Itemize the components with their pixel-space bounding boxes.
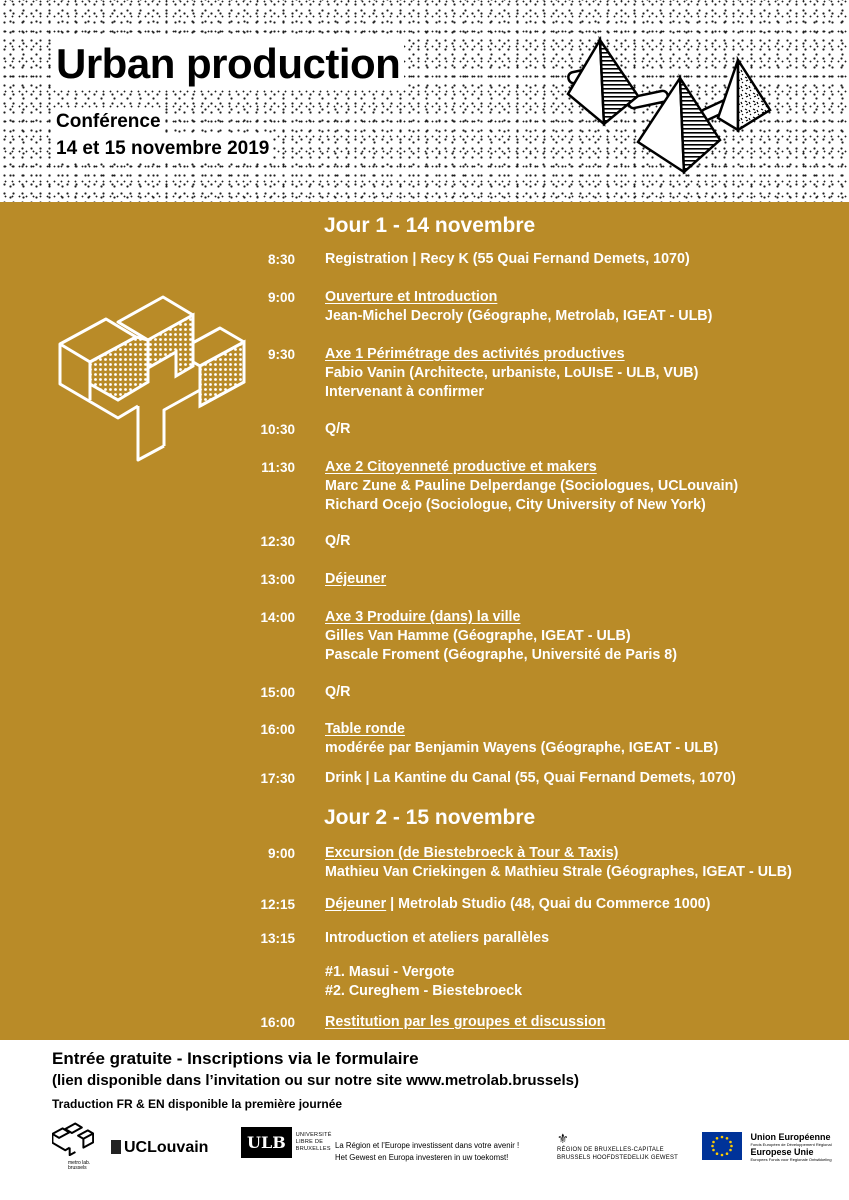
subtitle (52, 108, 273, 162)
session-speaker: modérée par Benjamin Wayens (Géographe, IGEAT - ULB) (325, 740, 719, 756)
subtitle-dates: 14 et 15 novembre 2019 (52, 135, 273, 162)
workshop-item: #2. Cureghem - Biestebroeck (325, 983, 523, 999)
session-time: 10:30 (260, 422, 295, 437)
session-title: Introduction et ateliers parallèles (325, 930, 550, 946)
iris-icon: ⚜ (557, 1131, 569, 1146)
session-speaker: Pascale Froment (Géographe, Université de Paris 8) (325, 647, 677, 663)
region-europe-tagline: La Région et l’Europe investissent dans votre avenir ! Het Gewest en Europa investeren in uw toekomst! (335, 1141, 520, 1162)
session-speaker: Marc Zune & Pauline Delperdange (Sociologues, UCLouvain) (325, 478, 739, 494)
uclouvain-logo: UCLouvain (111, 1138, 208, 1158)
session-time: 9:00 (267, 846, 295, 861)
session-speaker: Mathieu Van Criekingen & Mathieu Strale (Géographes, IGEAT - ULB) (325, 864, 792, 880)
session-location: | Metrolab Studio (48, Quai du Commerce 1000) (386, 896, 711, 912)
session-time: 16:00 (260, 722, 295, 737)
session-title-link[interactable]: Déjeuner (325, 896, 387, 912)
session-title: Q/R (325, 684, 351, 700)
registration-link-text: (lien disponible dans l’invitation ou sur notre site www.metrolab.brussels) (52, 1072, 580, 1089)
session-time: 15:00 (260, 685, 295, 700)
ulb-logo (241, 1127, 338, 1158)
session-title-link[interactable]: Table ronde (325, 721, 405, 737)
session-time: 14:00 (260, 610, 295, 625)
session-time: 11:30 (261, 460, 295, 475)
session-time: 9:00 (267, 290, 295, 305)
metrolab-logo (52, 1122, 94, 1171)
session-title-link[interactable]: Axe 2 Citoyenneté productive et makers (325, 459, 597, 475)
program-section (0, 202, 849, 1040)
session-title: Q/R (325, 533, 351, 549)
session-time: 8:30 (267, 252, 295, 267)
session-time: 12:30 (260, 534, 295, 549)
ulb-box: ULB (241, 1127, 292, 1158)
page-title: Urban production (52, 38, 404, 90)
session-time: 16:00 (260, 1015, 295, 1030)
session-time: 13:00 (260, 572, 295, 587)
session-title: Drink | La Kantine du Canal (55, Quai Fernand Demets, 1070) (325, 770, 736, 786)
session-speaker: Richard Ocejo (Sociologue, City University of New York) (325, 497, 706, 513)
session-speaker: Jean-Michel Decroly (Géographe, Metrolab, IGEAT - ULB) (325, 308, 713, 324)
session-title-link[interactable]: Déjeuner (325, 571, 387, 587)
session-speaker: Gilles Van Hamme (Géographe, IGEAT - ULB) (325, 628, 631, 644)
session-speaker: Fabio Vanin (Architecte, urbaniste, LoUIsE - ULB, VUB) (325, 365, 699, 381)
eu-flag-icon (702, 1132, 742, 1160)
session-title-link[interactable]: Restitution par les groupes et discussion (325, 1014, 606, 1030)
day2-heading: Jour 2 - 15 novembre (324, 806, 536, 829)
eu-logo: Union Européenne Fonds Européen de Développement Régional Europese Unie Europees Fonds voor Regionale Ontwikkeling (702, 1132, 832, 1162)
free-entry-text: Entrée gratuite - Inscriptions via le formulaire (52, 1049, 419, 1068)
ulb-full-name: UNIVERSITÉ LIBRE DE BRUXELLES (295, 1132, 332, 1152)
session-title: Q/R (325, 421, 351, 437)
metrolab-logo-text: metro lab. brussels (68, 1160, 91, 1171)
metrolab-logo-icon (52, 1122, 94, 1156)
footer (0, 1040, 849, 1200)
header (0, 0, 849, 202)
translation-note: Traduction FR & EN disponible la première journée (52, 1097, 343, 1111)
uclouvain-square-icon (111, 1140, 121, 1154)
session-title-link[interactable]: Axe 1 Périmétrage des activités productives (325, 346, 625, 362)
session-title-link[interactable]: Ouverture et Introduction (325, 289, 498, 305)
workshop-item: #1. Masui - Vergote (325, 964, 455, 980)
session-title-link[interactable]: Excursion (de Biestebroeck à Tour & Taxis) (325, 845, 619, 861)
session-time: 17:30 (260, 771, 295, 786)
session-time: 9:30 (267, 347, 295, 362)
brussels-region-logo: ⚜ RÉGION DE BRUXELLES-CAPITALE BRUSSELS HOOFDSTEDELIJK GEWEST (557, 1131, 679, 1161)
day1-heading: Jour 1 - 14 novembre (324, 214, 536, 237)
session-speaker: Intervenant à confirmer (325, 384, 484, 400)
session-time: 12:15 (260, 897, 295, 912)
session-title: Registration | Recy K (55 Quai Fernand Demets, 1070) (325, 251, 690, 267)
subtitle-conference: Conférence (52, 108, 165, 135)
session-time: 13:15 (260, 931, 295, 946)
pyramids-illustration (560, 36, 775, 176)
session-title-link[interactable]: Axe 3 Produire (dans) la ville (325, 609, 521, 625)
